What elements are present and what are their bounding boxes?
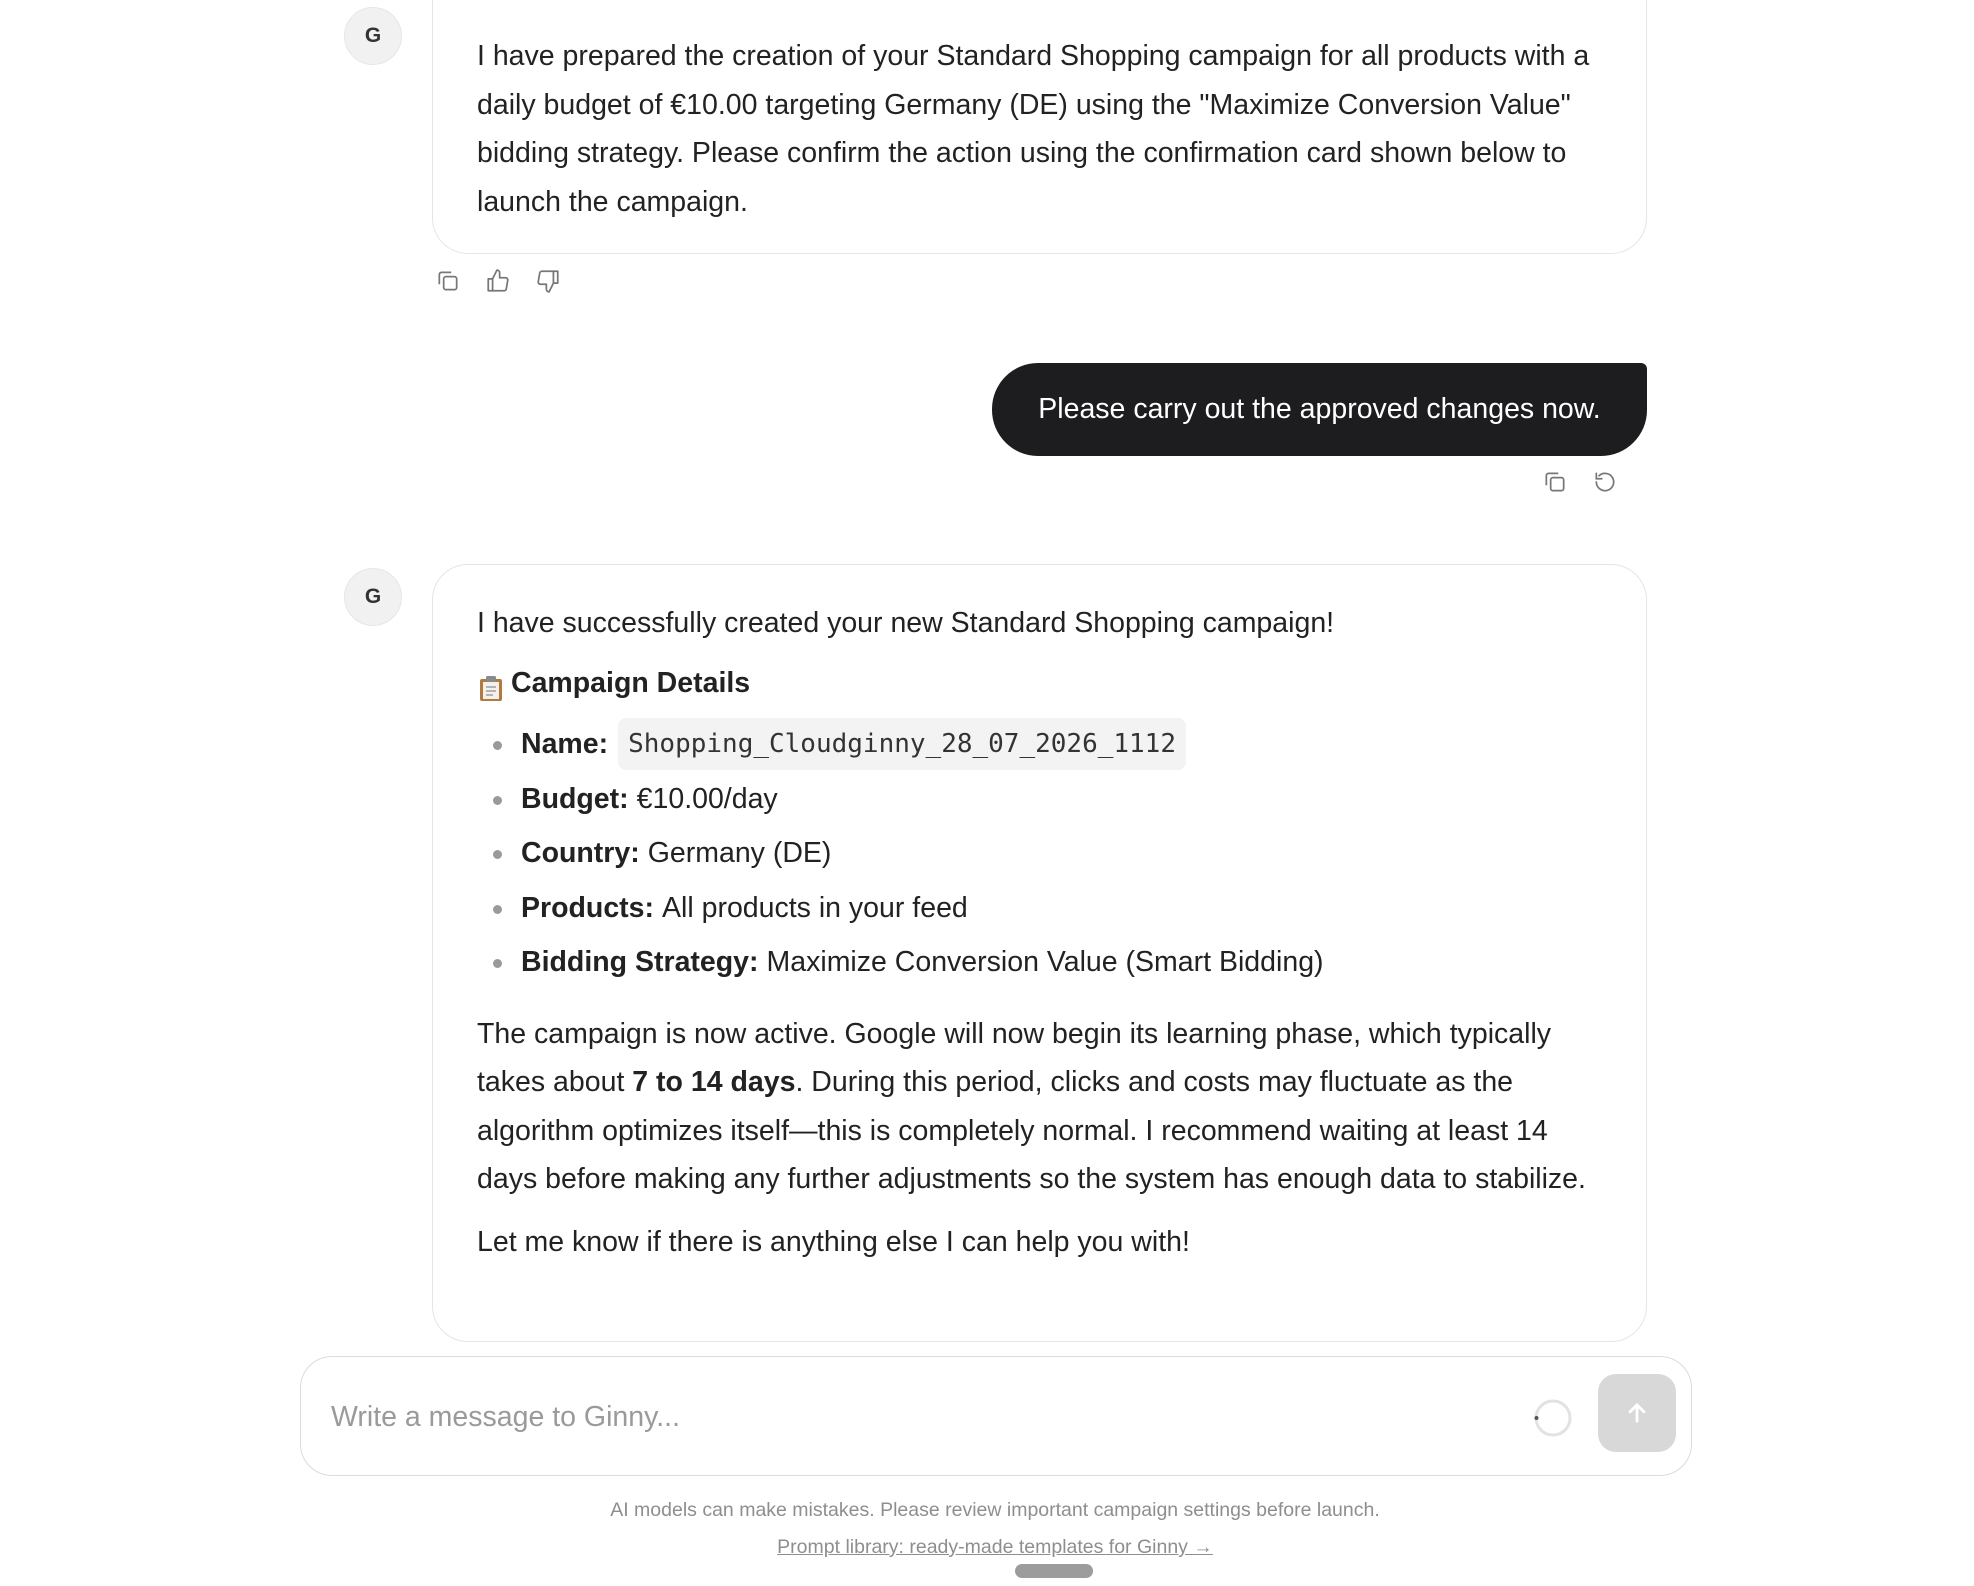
section-title-text: Campaign Details bbox=[511, 667, 751, 699]
detail-value: All products in your feed bbox=[662, 891, 968, 924]
success-intro: I have successfully created your new Standard Shopping campaign! bbox=[477, 607, 1335, 639]
para-text: The campaign is now active. Google will now begin its learning phase, which typically takes about bbox=[477, 1017, 1552, 1098]
para-bold: 7 to 14 days bbox=[632, 1066, 796, 1098]
assistant-avatar bbox=[344, 7, 402, 65]
detail-value: Germany (DE) bbox=[647, 837, 832, 870]
detail-label: Products: bbox=[521, 891, 655, 924]
user-message-actions bbox=[1541, 468, 1619, 496]
user-message-bubble bbox=[992, 363, 1647, 456]
list-item bbox=[477, 717, 1602, 772]
closing-text: Let me know if there is anything else I can help you with! bbox=[477, 1225, 1190, 1258]
assistant-message-text: I have prepared the creation of your Standard Shopping campaign for all products with a daily budget of €10.00 targeting Germany (DE) using the "Maximize Conversion Value" bidding strategy. Please confirm the action using the confirmation card shown below to launch the campaign. bbox=[477, 40, 1590, 218]
detail-label: Bidding Strategy: bbox=[521, 946, 759, 979]
thumbs-up-icon[interactable] bbox=[484, 267, 512, 295]
assistant-message-bubble bbox=[432, 564, 1647, 1342]
clipboard-icon bbox=[477, 669, 505, 697]
list-item bbox=[477, 881, 1602, 936]
assistant-avatar bbox=[344, 568, 402, 626]
copy-icon[interactable] bbox=[1541, 468, 1569, 496]
avatar-initial: G bbox=[364, 24, 382, 47]
retry-icon[interactable] bbox=[1591, 468, 1619, 496]
send-button[interactable] bbox=[1598, 1374, 1676, 1452]
campaign-details-heading bbox=[477, 659, 1602, 707]
scroll-handle[interactable] bbox=[1015, 1564, 1093, 1578]
detail-label: Country: bbox=[521, 837, 640, 870]
thumbs-down-icon[interactable] bbox=[534, 267, 562, 295]
detail-value: €10.00/day bbox=[636, 782, 778, 815]
ai-disclaimer: AI models can make mistakes. Please review important campaign settings before launch. bbox=[610, 1499, 1380, 1521]
list-item bbox=[477, 772, 1602, 827]
para-text: . During this period, clicks and costs may fluctuate as the algorithm optimizes itself—this is completely normal. I recommend waiting at least 14 days before making any further adjustments so the system has enough data to stabilize. bbox=[477, 1066, 1586, 1195]
avatar-initial: G bbox=[364, 585, 382, 608]
user-message-text: Please carry out the approved changes now. bbox=[1038, 393, 1601, 425]
assistant-message-actions bbox=[434, 267, 562, 295]
list-item bbox=[477, 935, 1602, 990]
message-composer bbox=[300, 1356, 1692, 1476]
campaign-name-value: Shopping_Cloudginny_28_07_2026_1112 bbox=[618, 718, 1186, 770]
loading-spinner-icon bbox=[1533, 1398, 1573, 1438]
detail-label: Name: bbox=[521, 728, 609, 761]
learning-phase-paragraph bbox=[477, 1010, 1602, 1204]
copy-icon[interactable] bbox=[434, 267, 462, 295]
detail-value: Maximize Conversion Value (Smart Bidding) bbox=[766, 946, 1324, 979]
detail-label: Budget: bbox=[521, 782, 629, 815]
campaign-details-list bbox=[477, 717, 1602, 990]
list-item bbox=[477, 826, 1602, 881]
message-input[interactable] bbox=[331, 1387, 1481, 1447]
arrow-up-icon bbox=[1623, 1399, 1651, 1427]
assistant-message-bubble bbox=[432, 0, 1647, 254]
prompt-library-link[interactable]: Prompt library: ready-made templates for Ginny → bbox=[777, 1536, 1213, 1558]
